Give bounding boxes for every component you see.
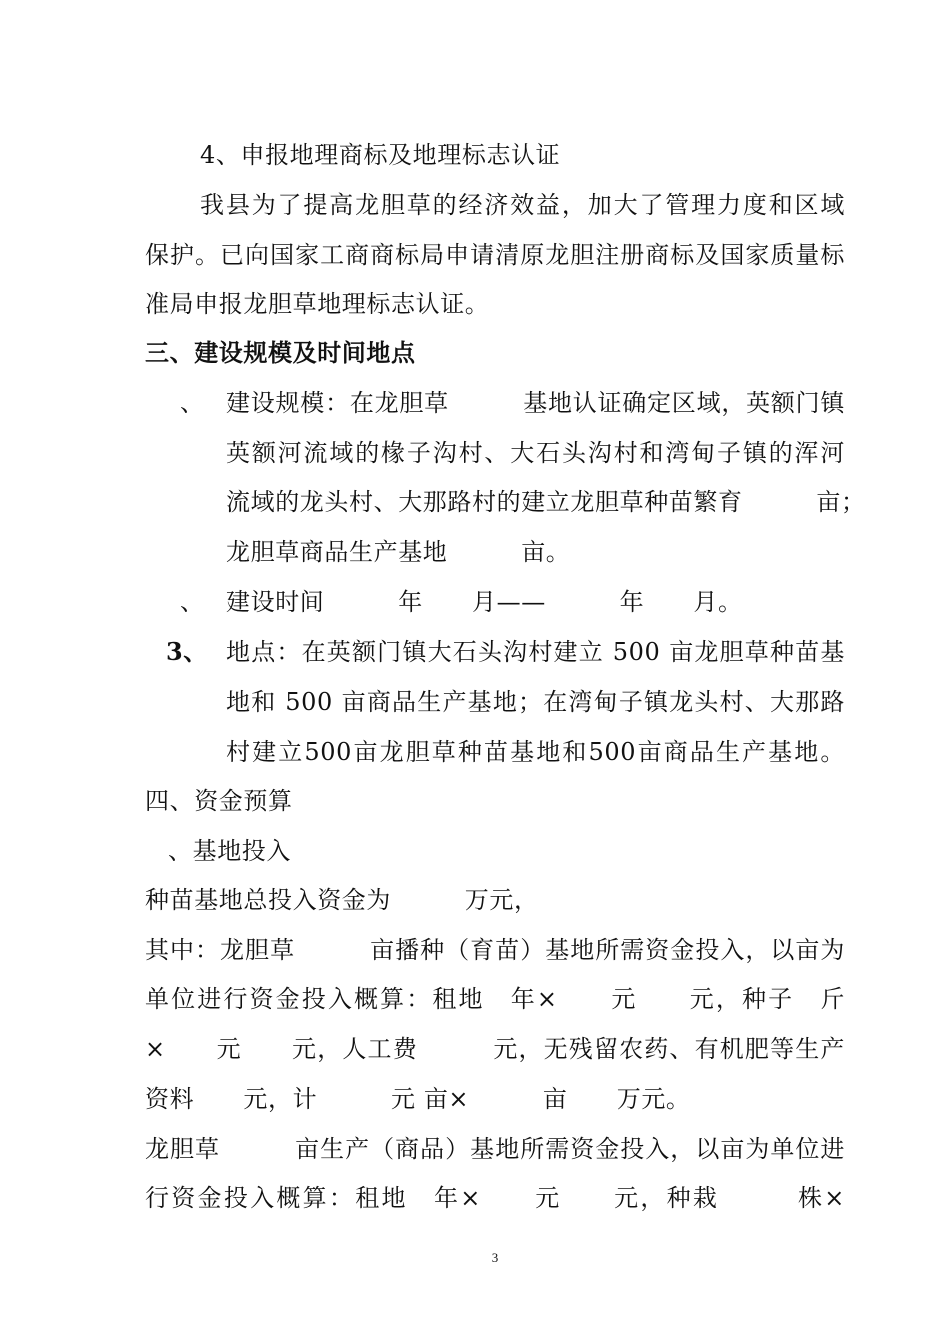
body-line: 地点：在英额门镇大石头沟村建立 500 亩龙胆草种苗基: [226, 638, 845, 666]
page-number: 3: [491, 1250, 499, 1265]
body-line: 建设时间 年 月—— 年 月。: [226, 588, 743, 616]
body-line: 资料 元，计 元 亩× 亩 万元。: [145, 1085, 691, 1113]
subheading-base-input: 、基地投入: [168, 837, 291, 865]
body-line: 龙胆草 亩生产（商品）基地所需资金投入，以亩为单位进: [145, 1135, 845, 1163]
body-line: 流域的龙头村、大那路村的建立龙胆草种苗繁育 亩；: [226, 488, 866, 516]
section-heading-scale: 三、建设规模及时间地点: [145, 338, 416, 367]
body-line: 行资金投入概算：租地 年× 元 元，种栽 株×: [145, 1184, 845, 1212]
body-line: 建设规模：在龙胆草 基地认证确定区域，英额门镇: [226, 389, 845, 417]
body-line: 准局申报龙胆草地理标志认证。: [145, 290, 490, 318]
body-line: × 元 元，人工费 元，无残留农药、有机肥等生产: [145, 1035, 845, 1063]
body-line: 我县为了提高龙胆草的经济效益，加大了管理力度和区域: [200, 191, 845, 219]
body-line: 保护。已向国家工商商标局申请清原龙胆注册商标及国家质量标: [145, 241, 845, 269]
list-marker: 、: [180, 588, 205, 616]
body-line: 村建立500亩龙胆草种苗基地和500亩商品生产基地。: [226, 738, 845, 766]
body-line: 单位进行资金投入概算：租地 年× 元 元，种子 斤: [145, 985, 845, 1013]
list-marker: 3、: [166, 637, 208, 666]
body-line: 地和 500 亩商品生产基地；在湾甸子镇龙头村、大那路: [226, 688, 845, 716]
section-heading-budget: 四、资金预算: [145, 787, 293, 815]
body-line: 英额河流域的椽子沟村、大石头沟村和湾甸子镇的浑河: [226, 439, 845, 467]
body-line: 种苗基地总投入资金为 万元，: [145, 886, 539, 914]
subheading-trademark: 4、申报地理商标及地理标志认证: [200, 141, 561, 169]
list-marker: 、: [180, 389, 205, 417]
body-line: 龙胆草商品生产基地 亩。: [226, 538, 571, 566]
body-line: 其中：龙胆草 亩播种（育苗）基地所需资金投入，以亩为: [145, 936, 845, 964]
